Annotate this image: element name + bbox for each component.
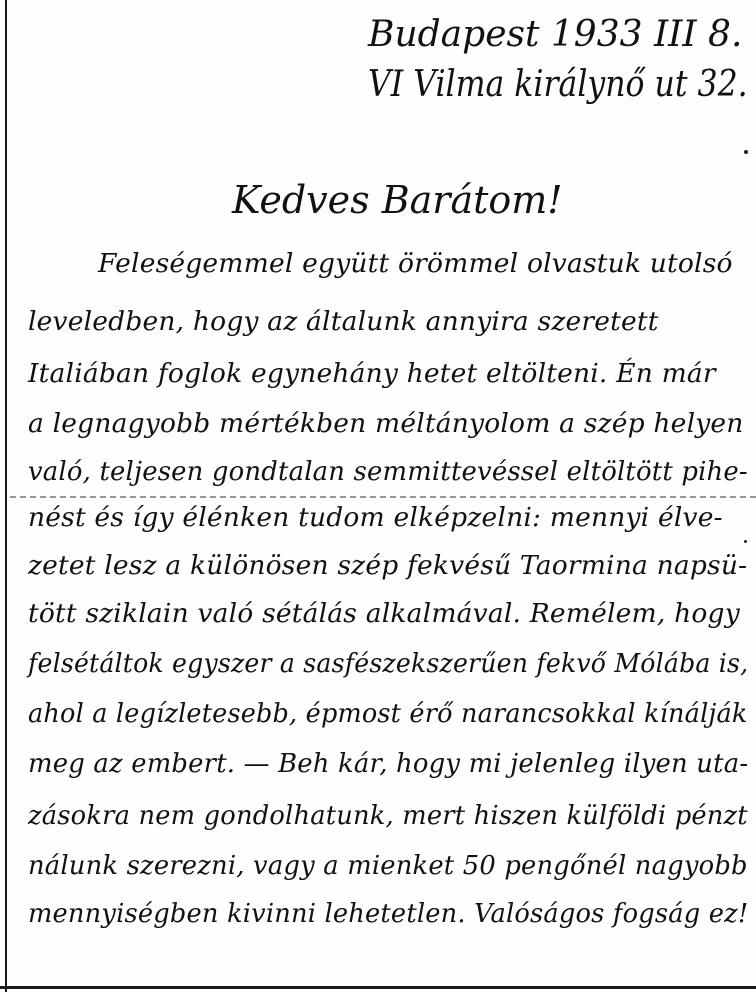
body-line-13: nálunk szerezni, vagy a mienket 50 pengőnél nagyobb	[28, 850, 748, 881]
ink-speck	[744, 540, 747, 543]
header-place-date: Budapest 1933 III 8.	[368, 14, 743, 55]
body-line-14: mennyiségben kivinni lehetetlen. Valóságos fogság ez!	[28, 898, 749, 929]
body-line-2: leveledben, hogy az általunk annyira szeretett	[28, 306, 659, 337]
scan-left-edge	[5, 0, 7, 1000]
header-address: VI Vilma királynő ut 32.	[368, 64, 748, 105]
scan-bottom-edge	[0, 986, 756, 989]
body-line-1: Feleségemmel együtt örömmel olvastuk utolsó	[98, 248, 733, 279]
body-line-7: zetet lesz a különösen szép fekvésű Taormina napsü-	[28, 550, 748, 581]
paper-fold-line	[10, 496, 756, 498]
scan-margin	[0, 992, 756, 1000]
body-line-4: a legnagyobb mértékben méltányolom a szép helyen	[28, 408, 744, 439]
body-line-11: meg az embert. — Beh kár, hogy mi jelenleg ilyen uta-	[28, 748, 749, 779]
body-line-5: való, teljesen gondtalan semmittevéssel eltöltött pihe-	[28, 456, 748, 487]
body-line-10: ahol a legízletesebb, épmost érő narancsokkal kínálják	[28, 698, 748, 729]
body-line-6: nést és így élénken tudom elképzelni: mennyi élve-	[28, 502, 723, 533]
body-line-8: tött sziklain való sétálás alkalmával. Remélem, hogy	[28, 598, 740, 629]
body-line-12: zásokra nem gondolhatunk, mert hiszen külföldi pénzt	[28, 800, 748, 831]
body-line-3: Italiában foglok egynehány hetet eltölteni. Én már	[28, 358, 716, 389]
ink-speck	[744, 150, 748, 154]
body-line-9: felsétáltok egyszer a sasfészekszerűen fekvő Mólába is,	[28, 648, 749, 679]
letter-greeting: Kedves Barátom!	[232, 178, 563, 222]
